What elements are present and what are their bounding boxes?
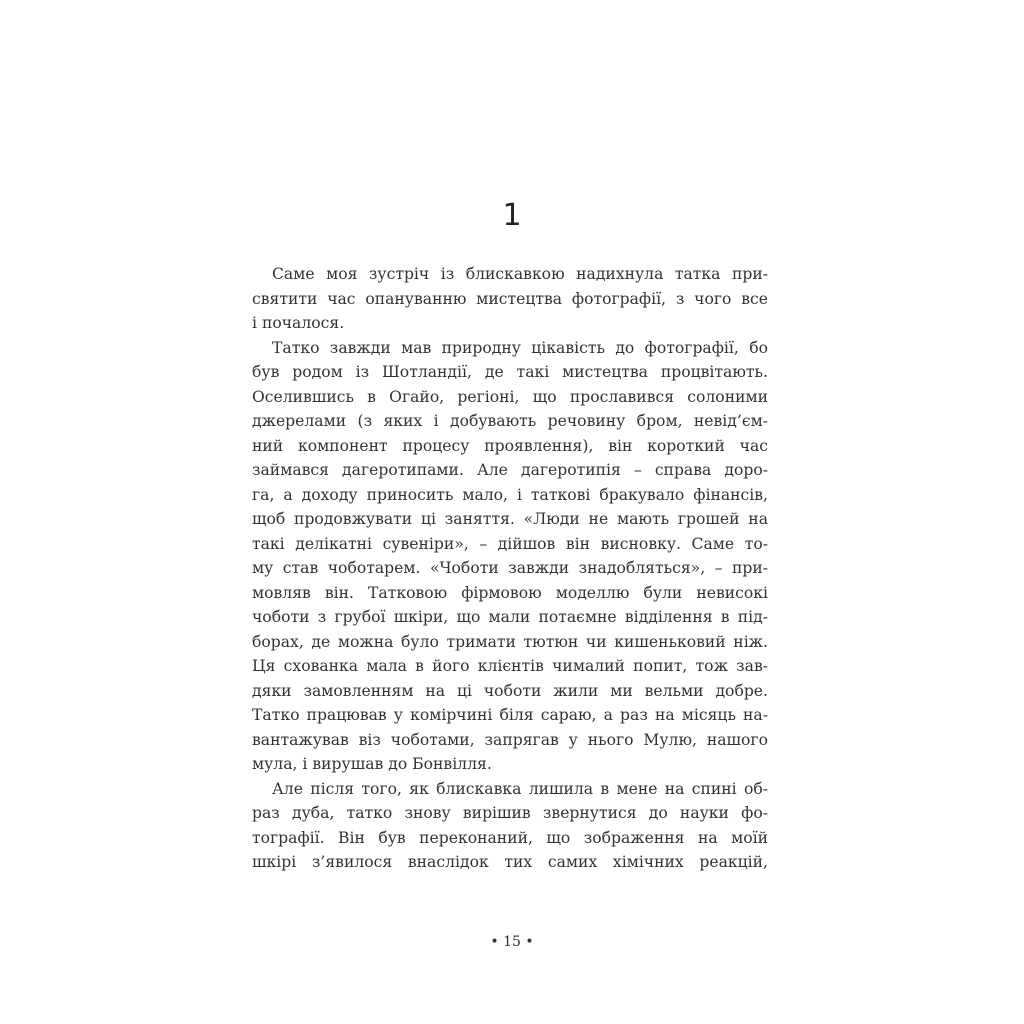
paragraph <box>252 262 768 336</box>
text-line: га, а доходу приносить мало, і таткові бракувало фінансів, <box>252 485 768 504</box>
text-line: був родом із Шотландії, де такі мистецтва процвітають. <box>252 363 768 381</box>
text-line: му став чоботарем. «Чоботи завжди знадобляться», – при- <box>252 559 768 577</box>
text-line: вантажував віз чоботами, запрягав у нього Мулю, нашого <box>252 730 768 749</box>
text-line: раз дуба, татко знову вирішив звернутися до науки фо- <box>252 804 768 822</box>
text-line: борах, де можна було тримати тютюн чи кишеньковий ніж. <box>252 632 768 651</box>
body-text <box>252 262 768 875</box>
text-line: Ця схованка мала в його клієнтів чималий попит, тож зав- <box>252 657 768 675</box>
text-line: ний компонент процесу проявлення), він короткий час <box>252 436 768 455</box>
text-line: Оселившись в Огайо, регіоні, що прославився солоними <box>252 387 768 406</box>
text-line: займався дагеротипами. Але дагеротипія – справа доро- <box>252 461 768 479</box>
text-line: чоботи з грубої шкіри, що мали потаємне відділення в під- <box>252 608 768 626</box>
text-line: мула, і вирушав до Бонвілля. <box>252 755 492 773</box>
text-line: мовляв він. Татковою фірмовою моделлю були невисокі <box>252 583 768 602</box>
text-line: такі делікатні сувеніри», – дійшов він висновку. Саме то- <box>252 534 768 553</box>
paragraph <box>252 777 768 875</box>
text-line: Саме моя зустріч із блискавкою надихнула татка при- <box>272 265 768 283</box>
text-line: святити час опануванню мистецтва фотографії, з чого все <box>252 289 768 308</box>
page-number: • 15 • <box>490 934 534 950</box>
text-line: щоб продовжувати ці заняття. «Люди не мають грошей на <box>252 510 768 528</box>
text-line: Але після того, як блискавка лишила в мене на спині об- <box>272 779 768 798</box>
text-line: шкірі з’явилося внаслідок тих самих хімічних реакцій, <box>252 853 768 871</box>
chapter-number: 1 <box>502 198 522 233</box>
text-line: і почалося. <box>252 314 345 332</box>
text-line: дяки замовленням на ці чоботи жили ми вельми добре. <box>252 681 768 700</box>
text-line: джерелами (з яких і добувають речовину бром, невід’єм- <box>252 412 768 430</box>
paragraph <box>252 336 768 777</box>
text-line: Татко завжди мав природну цікавість до фотографії, бо <box>272 338 768 357</box>
text-line: тографії. Він був переконаний, що зображення на моїй <box>252 828 768 847</box>
text-line: Татко працював у комірчині біля сараю, а раз на місяць на- <box>252 706 768 724</box>
